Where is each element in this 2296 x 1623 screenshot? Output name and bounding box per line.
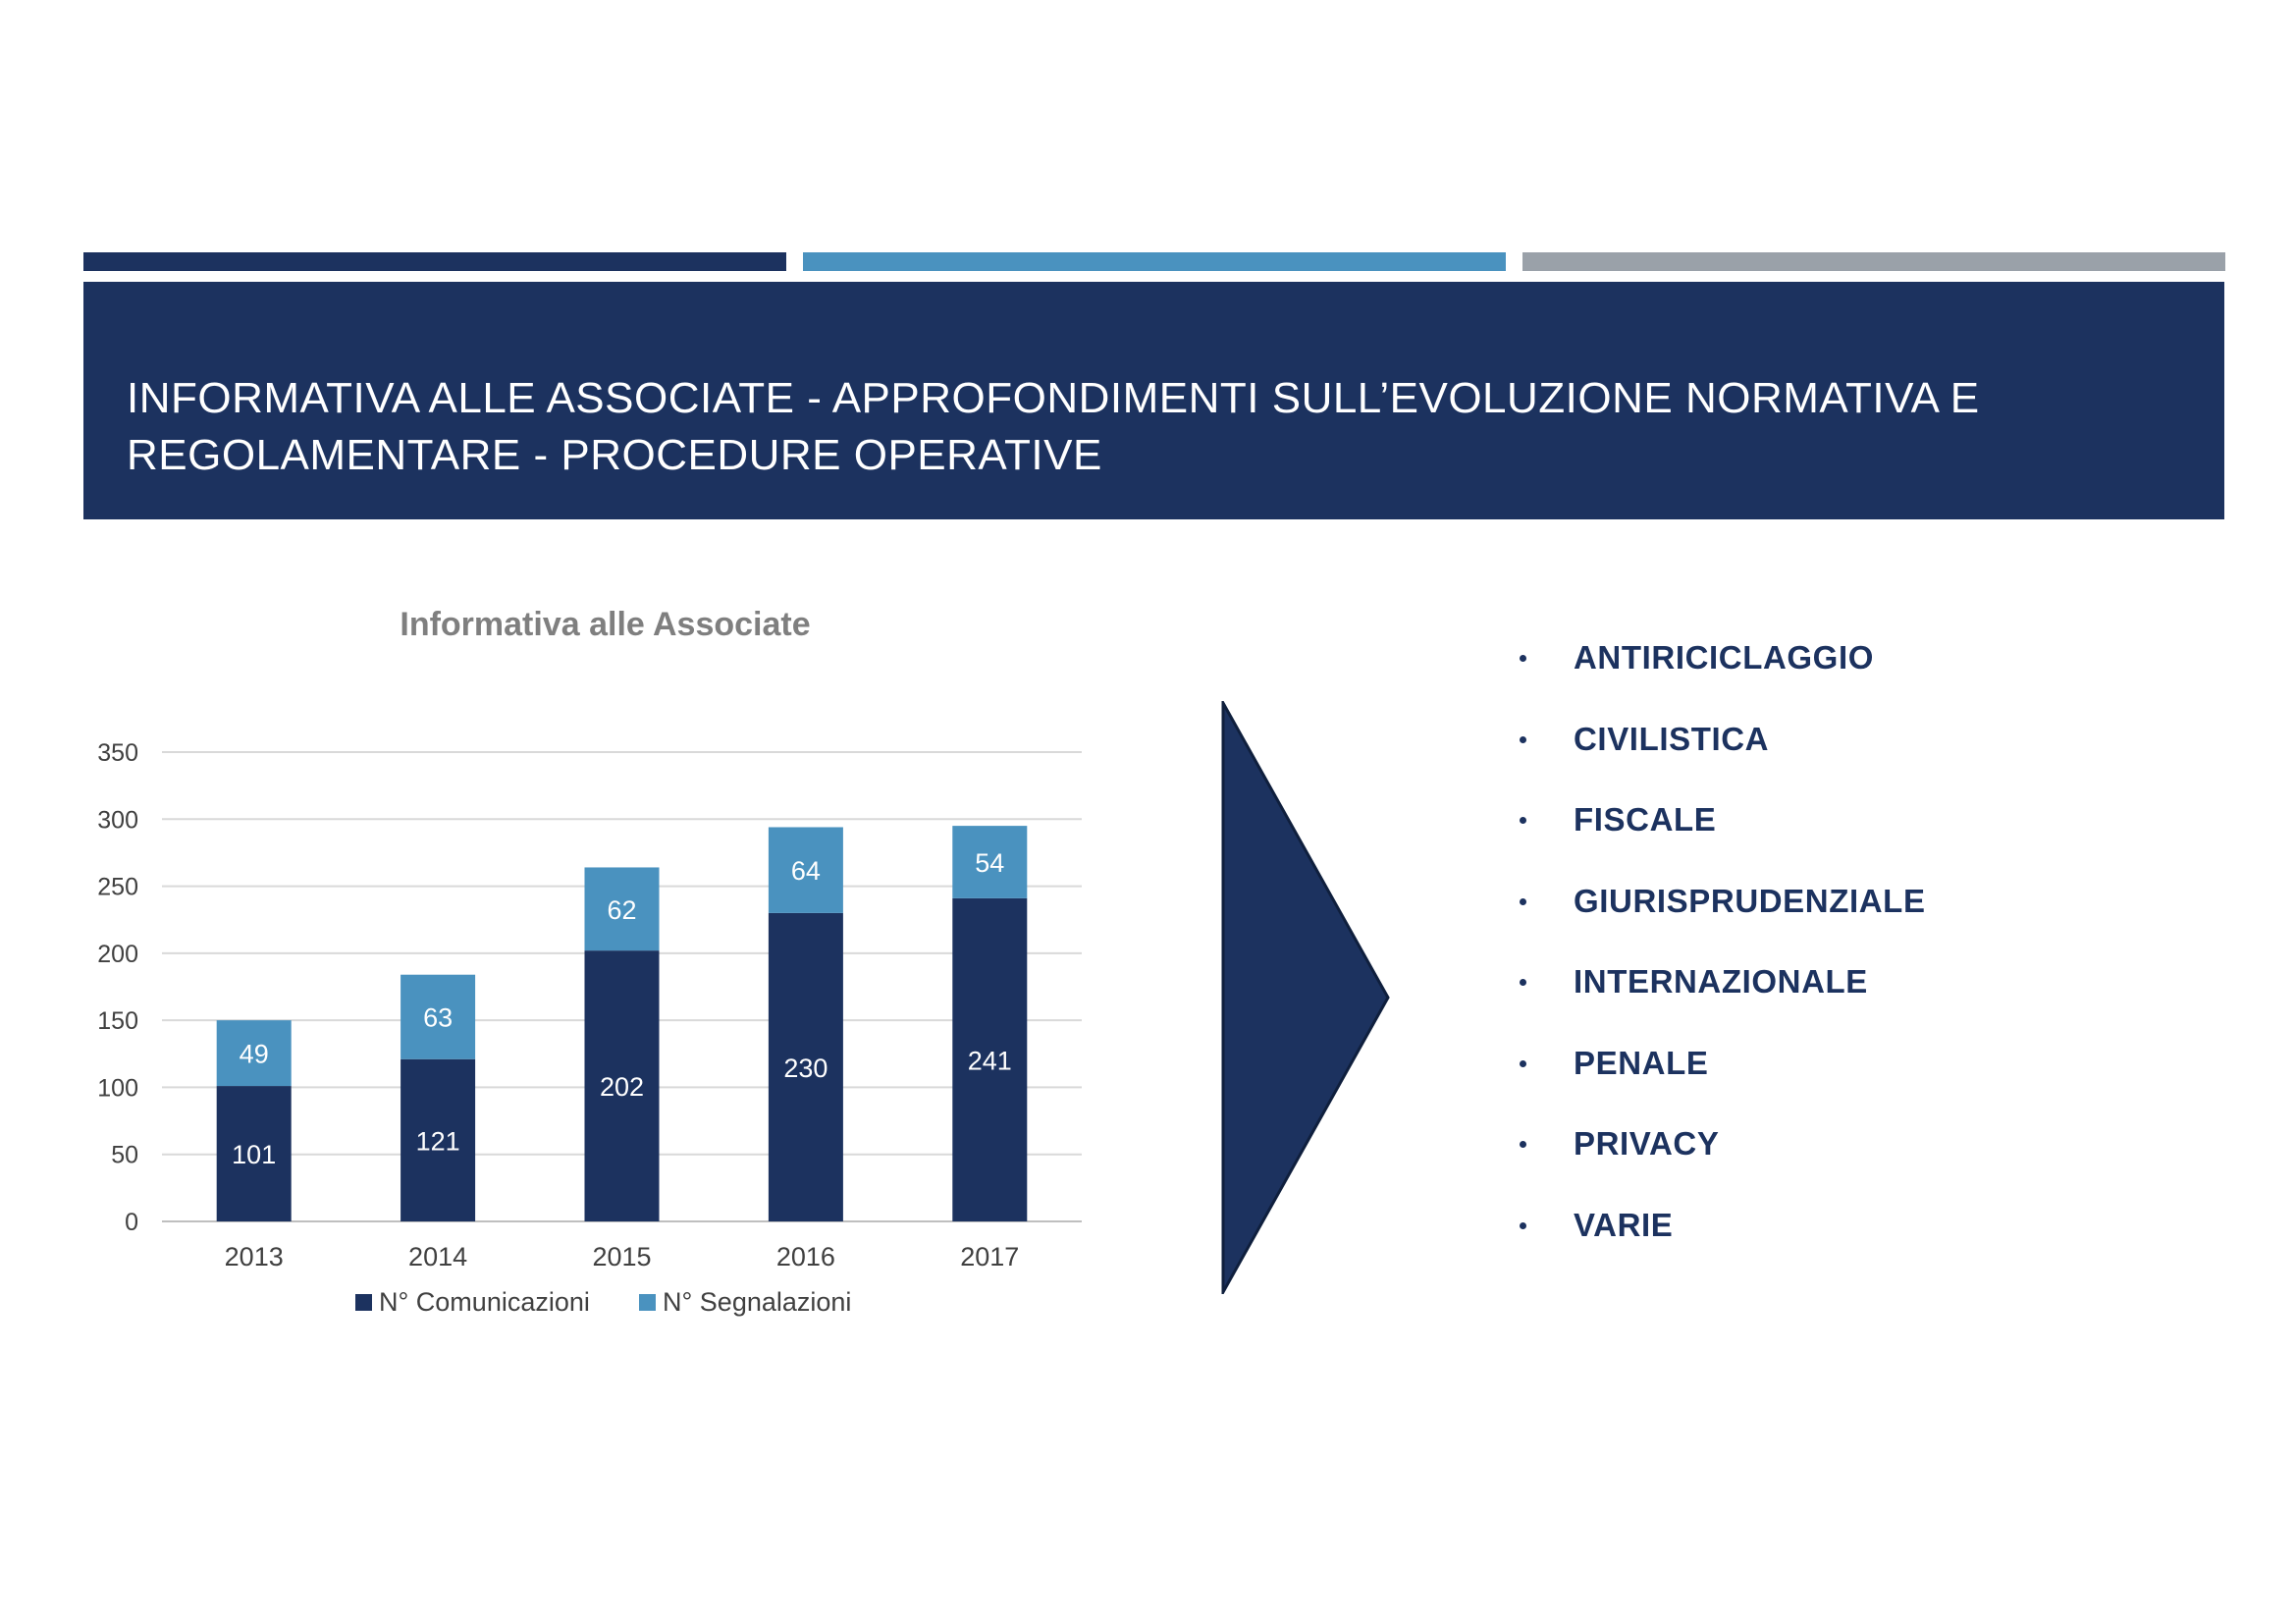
y-tick-label: 50 [111,1141,138,1169]
data-label: 62 [607,894,637,925]
stacked-bar-chart [79,584,1119,1350]
data-label: 54 [975,847,1005,878]
topic-item [1512,1119,1926,1201]
x-tick-label: 2017 [960,1242,1020,1271]
legend-label: N° Comunicazioni [379,1287,590,1317]
y-tick-label: 0 [125,1209,138,1236]
data-label: 63 [423,1002,454,1033]
topic-label: GIURISPRUDENZIALE [1574,882,1926,919]
topic-label: PENALE [1574,1044,1709,1081]
topic-list [1512,633,1926,1281]
data-label: 230 [783,1053,828,1083]
top-stripe-gray [1522,252,2225,271]
bullet-icon [1520,1141,1526,1148]
topic-label: ANTIRICICLAGGIO [1574,639,1874,676]
bullet-icon [1520,817,1526,824]
bullet-icon [1520,1222,1526,1229]
bullet-icon [1520,655,1526,662]
legend-swatch [355,1294,372,1311]
topic-item [1512,795,1926,877]
data-label: 121 [415,1126,460,1157]
bullet-icon [1520,1060,1526,1067]
y-tick-label: 300 [97,806,138,835]
y-tick-label: 150 [97,1007,138,1036]
x-tick-label: 2014 [408,1242,468,1271]
x-tick-label: 2016 [775,1242,835,1271]
y-tick-label: 350 [97,739,138,767]
data-label: 64 [790,856,821,887]
topic-item [1512,633,1926,715]
chart-title: Informativa alle Associate [400,606,811,643]
bullet-icon [1520,898,1526,905]
x-tick-label: 2015 [592,1242,652,1271]
topic-label: FISCALE [1574,801,1717,838]
y-tick-label: 200 [97,940,138,968]
chevron-arrow-icon [1221,701,1390,1294]
bullet-icon [1520,736,1526,743]
bullet-icon [1520,979,1526,986]
topic-item [1512,1201,1926,1282]
y-tick-label: 100 [97,1074,138,1103]
data-label: 49 [239,1039,269,1069]
top-stripe-navy [83,252,786,271]
topic-item [1512,877,1926,958]
topic-label: CIVILISTICA [1574,720,1770,757]
topic-item [1512,715,1926,796]
data-label: 241 [967,1046,1012,1076]
title-band [83,282,2224,519]
data-label: 101 [232,1140,277,1170]
page-title: INFORMATIVA ALLE ASSOCIATE - APPROFONDIMENTI SULL’EVOLUZIONE NORMATIVA E REGOLAMENTARE - PROCEDURE OPERATIVE [127,374,1980,479]
data-label: 202 [599,1072,645,1103]
y-tick-label: 250 [97,873,138,901]
topic-label: INTERNAZIONALE [1574,963,1868,1000]
topic-item [1512,1039,1926,1120]
top-stripe-blue [803,252,1506,271]
x-tick-label: 2013 [224,1242,284,1271]
legend-label: N° Segnalazioni [663,1287,852,1317]
topic-label: PRIVACY [1574,1125,1720,1162]
topic-item [1512,957,1926,1039]
legend-swatch [639,1294,656,1311]
topic-label: VARIE [1574,1206,1674,1243]
